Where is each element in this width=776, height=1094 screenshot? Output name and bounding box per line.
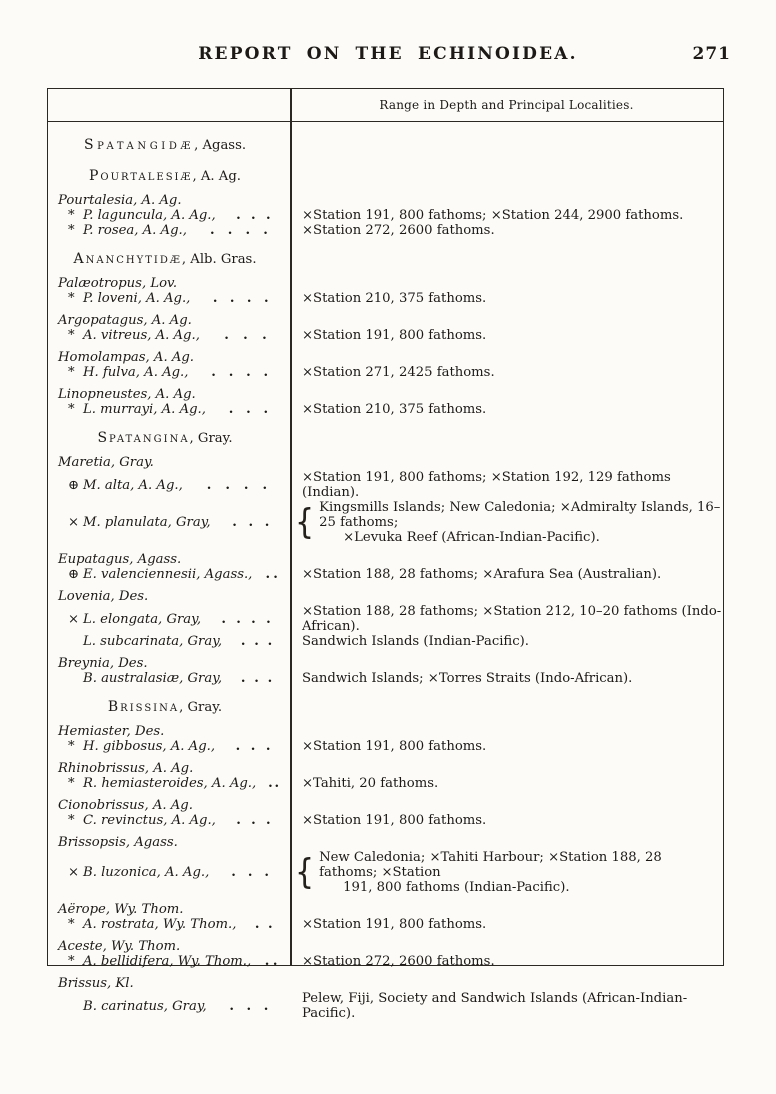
dot-leader bbox=[236, 917, 285, 932]
dot-leader bbox=[183, 478, 285, 493]
locality-text bbox=[302, 634, 723, 649]
species-symbol: * bbox=[68, 365, 75, 380]
table-row bbox=[48, 455, 723, 470]
species-cell bbox=[48, 365, 290, 380]
genus-cell bbox=[48, 276, 290, 291]
leader-dot: . bbox=[228, 402, 234, 417]
species-symbol: * bbox=[68, 739, 75, 754]
genus-cell bbox=[48, 589, 290, 604]
table-row bbox=[48, 976, 723, 991]
locality-text bbox=[302, 223, 723, 238]
leader-dot: . bbox=[224, 328, 229, 343]
dot-leader bbox=[200, 328, 285, 343]
locality-text bbox=[302, 291, 723, 306]
taxon-heading-authority: , A. Ag. bbox=[192, 169, 241, 184]
genus-name: Breynia, Des. bbox=[58, 656, 148, 671]
locality-line: ×Tahiti, 20 fathoms. bbox=[302, 776, 439, 791]
locality-text bbox=[302, 470, 723, 500]
genus-cell bbox=[48, 193, 290, 208]
leader-dot: . bbox=[274, 776, 280, 791]
table-row bbox=[48, 671, 723, 686]
table-row bbox=[48, 313, 723, 328]
taxon-heading-cell bbox=[48, 136, 290, 155]
genus-cell bbox=[48, 350, 290, 365]
genus-name: Eupatagus, Agass. bbox=[58, 552, 182, 567]
dot-leader bbox=[187, 223, 285, 238]
leader-dot: . bbox=[264, 865, 270, 880]
locality-text bbox=[319, 850, 723, 895]
locality-cell bbox=[290, 223, 723, 238]
locality-line: 191, 800 fathoms (Indian-Pacific). bbox=[343, 880, 570, 895]
genus-name: Cionobrissus, A. Ag. bbox=[58, 798, 193, 813]
table-row bbox=[48, 835, 723, 850]
species-name: B. luzonica, A. Ag., bbox=[83, 865, 210, 880]
table-row bbox=[48, 136, 723, 155]
leader-dot: . bbox=[212, 291, 218, 306]
dot-leader bbox=[251, 954, 285, 969]
locality-cell bbox=[290, 402, 723, 417]
species-cell bbox=[48, 402, 290, 417]
species-name: L. subcarinata, Gray, bbox=[83, 634, 223, 649]
leader-dot: . bbox=[262, 477, 268, 493]
species-cell bbox=[48, 478, 290, 493]
species-name: P. loveni, A. Ag., bbox=[83, 291, 191, 306]
table-row bbox=[48, 167, 723, 186]
leader-dot: . bbox=[221, 611, 226, 627]
locality-line: ×Station 191, 800 fathoms. bbox=[302, 739, 487, 754]
locality-text bbox=[302, 671, 723, 686]
scanned-page bbox=[0, 44, 776, 1021]
dot-leader bbox=[256, 776, 285, 791]
species-name: B. carinatus, Gray, bbox=[83, 998, 207, 1014]
table-row bbox=[48, 402, 723, 417]
taxon-heading-cell bbox=[48, 698, 290, 717]
species-name: H. fulva, A. Ag., bbox=[83, 365, 189, 380]
locality-line: ×Levuka Reef (African-Indian-Pacific). bbox=[343, 530, 600, 545]
leader-dot: . bbox=[246, 365, 251, 380]
table-row bbox=[48, 850, 723, 895]
taxon-heading-authority: , Agass. bbox=[194, 138, 247, 153]
species-cell bbox=[48, 567, 290, 582]
genus-name: Lovenia, Des. bbox=[58, 589, 149, 604]
leader-dot: . bbox=[211, 365, 216, 380]
leader-dot: . bbox=[250, 739, 256, 754]
dot-leader bbox=[222, 671, 285, 686]
locality-cell bbox=[290, 850, 723, 895]
species-cell bbox=[48, 223, 290, 238]
species-symbol: * bbox=[68, 223, 75, 238]
taxon-heading-name: Ananchytidæ bbox=[73, 251, 182, 267]
leader-dot: . bbox=[236, 208, 241, 223]
locality-text bbox=[302, 328, 723, 343]
taxon-heading-name: Spatangina bbox=[97, 430, 190, 446]
leader-dot: . bbox=[229, 291, 235, 306]
leader-dot: . bbox=[267, 634, 273, 649]
locality-line: ×Station 191, 800 fathoms. bbox=[302, 917, 487, 932]
leader-dot: . bbox=[267, 671, 273, 686]
leader-dot: . bbox=[266, 208, 271, 223]
locality-line: ×Station 210, 375 fathoms. bbox=[302, 291, 487, 306]
genus-name: Maretia, Gray. bbox=[58, 455, 154, 470]
locality-cell bbox=[290, 634, 723, 649]
table-row bbox=[48, 470, 723, 500]
leader-dot: . bbox=[240, 634, 246, 649]
locality-cell bbox=[290, 567, 723, 582]
taxon-heading-name: Spatangidæ bbox=[83, 137, 195, 153]
species-name: C. revinctus, A. Ag., bbox=[83, 813, 216, 828]
genus-cell bbox=[48, 724, 290, 739]
species-name: B. australasiæ, Gray, bbox=[83, 671, 223, 686]
table-row bbox=[48, 291, 723, 306]
locality-cell bbox=[290, 991, 723, 1021]
locality-cell bbox=[290, 739, 723, 754]
locality-text bbox=[302, 991, 723, 1021]
species-name: R. hemiasteroides, A. Ag., bbox=[83, 776, 257, 791]
locality-line: ×Station 191, 800 fathoms; ×Station 192, 129 fathoms (Indian). bbox=[302, 470, 671, 500]
species-cell bbox=[48, 739, 290, 754]
dot-leader bbox=[201, 612, 285, 627]
locality-text bbox=[302, 402, 723, 417]
species-cell bbox=[48, 865, 290, 880]
table-row bbox=[48, 813, 723, 828]
species-cell bbox=[48, 328, 290, 343]
species-cell bbox=[48, 999, 290, 1014]
species-cell bbox=[48, 515, 290, 530]
locality-line: ×Station 272, 2600 fathoms. bbox=[302, 223, 495, 238]
locality-cell bbox=[290, 776, 723, 791]
dot-leader bbox=[222, 634, 285, 649]
leader-dot: . bbox=[267, 917, 273, 932]
species-symbol: * bbox=[68, 917, 75, 932]
dot-leader bbox=[190, 291, 285, 306]
dot-leader bbox=[215, 739, 285, 754]
table-row bbox=[48, 328, 723, 343]
leader-dot: . bbox=[264, 515, 270, 530]
table-row bbox=[48, 724, 723, 739]
table-row bbox=[48, 656, 723, 671]
leader-dot: . bbox=[254, 917, 260, 932]
genus-name: Hemiaster, Des. bbox=[58, 724, 165, 739]
leader-dot: . bbox=[240, 671, 246, 686]
leader-dot: . bbox=[247, 865, 253, 880]
locality-text bbox=[302, 776, 723, 791]
leader-dot: . bbox=[251, 813, 256, 828]
species-cell bbox=[48, 634, 290, 649]
species-symbol: × bbox=[68, 865, 80, 880]
leader-dot: . bbox=[263, 223, 268, 238]
leader-dot: . bbox=[251, 611, 256, 627]
locality-cell bbox=[290, 954, 723, 969]
leader-dot: . bbox=[243, 477, 249, 493]
leader-dot: . bbox=[246, 291, 252, 306]
locality-line: ×Station 191, 800 fathoms; ×Station 244, 2900 fathoms. bbox=[302, 208, 684, 223]
locality-cell bbox=[290, 500, 723, 545]
dot-leader bbox=[207, 999, 285, 1014]
species-symbol: * bbox=[68, 402, 75, 417]
locality-cell bbox=[290, 208, 723, 223]
locality-cell bbox=[290, 328, 723, 343]
table-row bbox=[48, 429, 723, 448]
species-cell bbox=[48, 612, 290, 627]
locality-text bbox=[319, 500, 723, 545]
table-row bbox=[48, 698, 723, 717]
locality-cell bbox=[290, 470, 723, 500]
genus-cell bbox=[48, 798, 290, 813]
species-symbol: * bbox=[68, 954, 75, 969]
genus-cell bbox=[48, 761, 290, 776]
species-name: M. planulata, Gray, bbox=[83, 515, 211, 530]
leader-dot: . bbox=[225, 477, 230, 493]
species-symbol: * bbox=[68, 291, 75, 306]
leader-dot: . bbox=[273, 567, 278, 582]
locality-cell bbox=[290, 604, 723, 634]
species-cell bbox=[48, 813, 290, 828]
table-header-locality-label: Range in Depth and Principal Localities. bbox=[379, 98, 634, 112]
locality-text bbox=[302, 739, 723, 754]
leader-dot: . bbox=[266, 813, 271, 828]
table-row bbox=[48, 776, 723, 791]
locality-text bbox=[302, 567, 723, 582]
table-header-empty-cell bbox=[48, 89, 290, 121]
dot-leader bbox=[209, 865, 285, 880]
table-row bbox=[48, 223, 723, 238]
species-name: E. valenciennesii, Agass., bbox=[83, 567, 253, 582]
table-row bbox=[48, 193, 723, 208]
leader-dot: . bbox=[246, 998, 252, 1014]
genus-name: Aceste, Wy. Thom. bbox=[58, 939, 181, 954]
dot-leader bbox=[211, 515, 285, 530]
dot-leader bbox=[216, 813, 285, 828]
table-row bbox=[48, 939, 723, 954]
dot-leader bbox=[206, 402, 285, 417]
species-name: L. elongata, Gray, bbox=[83, 611, 202, 627]
table-row bbox=[48, 276, 723, 291]
locality-cell bbox=[290, 671, 723, 686]
genus-cell bbox=[48, 976, 290, 991]
species-name: A. rostrata, Wy. Thom., bbox=[83, 917, 237, 932]
species-symbol: × bbox=[68, 515, 80, 530]
species-symbol: * bbox=[68, 813, 75, 828]
genus-cell bbox=[48, 656, 290, 671]
locality-line: Sandwich Islands (Indian-Pacific). bbox=[302, 634, 529, 649]
taxon-heading-cell bbox=[48, 250, 290, 269]
taxon-heading-name: Pourtalesiæ bbox=[89, 168, 193, 184]
genus-cell bbox=[48, 387, 290, 402]
table-row bbox=[48, 567, 723, 582]
locality-line: ×Station 271, 2425 fathoms. bbox=[302, 365, 495, 380]
species-name: P. laguncula, A. Ag., bbox=[83, 208, 216, 223]
leader-dot: . bbox=[248, 515, 254, 530]
taxon-heading-authority: , Alb. Gras. bbox=[181, 252, 257, 267]
table-row bbox=[48, 739, 723, 754]
leader-dot: . bbox=[251, 208, 256, 223]
species-symbol: * bbox=[68, 776, 75, 791]
leader-dot: . bbox=[263, 998, 269, 1014]
genus-name: Aërope, Wy. Thom. bbox=[58, 902, 184, 917]
genus-cell bbox=[48, 902, 290, 917]
locality-cell bbox=[290, 291, 723, 306]
taxon-heading-cell bbox=[48, 167, 290, 186]
species-symbol: ⊕ bbox=[68, 477, 80, 493]
table-row bbox=[48, 761, 723, 776]
species-cell bbox=[48, 776, 290, 791]
species-symbol: × bbox=[68, 611, 80, 627]
genus-cell bbox=[48, 939, 290, 954]
table-row bbox=[48, 350, 723, 365]
table-row bbox=[48, 902, 723, 917]
table-row bbox=[48, 954, 723, 969]
locality-cell bbox=[290, 813, 723, 828]
table-row bbox=[48, 365, 723, 380]
leader-dot: . bbox=[229, 998, 234, 1014]
taxon-heading-authority: , Gray. bbox=[179, 700, 223, 715]
species-name: H. gibbosus, A. Ag., bbox=[83, 739, 216, 754]
table-row bbox=[48, 634, 723, 649]
table-row bbox=[48, 387, 723, 402]
dot-leader bbox=[216, 208, 285, 223]
table-row bbox=[48, 500, 723, 545]
leader-dot: . bbox=[264, 954, 270, 969]
table-row bbox=[48, 604, 723, 634]
dot-leader bbox=[252, 567, 285, 582]
leader-dot: . bbox=[210, 223, 215, 238]
genus-name: Palæotropus, Lov. bbox=[58, 276, 178, 291]
species-symbol: * bbox=[68, 328, 75, 343]
leader-dot: . bbox=[265, 567, 271, 582]
leader-dot: . bbox=[227, 223, 233, 238]
genus-name: Pourtalesia, A. Ag. bbox=[58, 193, 182, 208]
page-number: 271 bbox=[692, 44, 731, 64]
page-header bbox=[0, 44, 776, 66]
table-row bbox=[48, 589, 723, 604]
genus-name: Rhinobrissus, A. Ag. bbox=[58, 761, 194, 776]
genus-name: Homolampas, A. Ag. bbox=[58, 350, 194, 365]
locality-line: Kingsmills Islands; New Caledonia; ×Admiralty Islands, 16–25 fathoms; bbox=[319, 500, 721, 530]
locality-line: Sandwich Islands; ×Torres Straits (Indo-African). bbox=[302, 671, 633, 686]
locality-cell bbox=[290, 917, 723, 932]
taxon-heading-name: Brissina bbox=[107, 699, 180, 715]
genus-name: Brissus, Kl. bbox=[58, 976, 134, 991]
leader-dot: . bbox=[272, 954, 278, 969]
genus-name: Linopneustes, A. Ag. bbox=[58, 387, 196, 402]
locality-text bbox=[302, 365, 723, 380]
locality-line: ×Station 272, 2600 fathoms. bbox=[302, 954, 495, 969]
species-cell bbox=[48, 208, 290, 223]
leader-dot: . bbox=[246, 402, 251, 417]
leader-dot: . bbox=[245, 223, 251, 238]
genus-cell bbox=[48, 313, 290, 328]
species-name: M. alta, A. Ag., bbox=[83, 477, 183, 493]
left-brace: { bbox=[295, 501, 315, 543]
species-symbol: * bbox=[68, 208, 75, 223]
leader-dot: . bbox=[263, 402, 269, 417]
locality-text bbox=[302, 208, 723, 223]
locality-text bbox=[302, 954, 723, 969]
leader-dot: . bbox=[265, 739, 271, 754]
leader-dot: . bbox=[235, 739, 241, 754]
running-title: REPORT ON THE ECHINOIDEA. bbox=[198, 44, 578, 64]
leader-dot: . bbox=[263, 365, 269, 380]
genus-cell bbox=[48, 552, 290, 567]
locality-cell bbox=[290, 365, 723, 380]
locality-line: ×Station 188, 28 fathoms; ×Station 212, 10–20 fathoms (Indo-African). bbox=[302, 604, 722, 634]
locality-text bbox=[302, 604, 723, 634]
taxon-heading-authority: , Gray. bbox=[189, 431, 233, 446]
species-cell bbox=[48, 671, 290, 686]
leader-dot: . bbox=[232, 515, 237, 530]
genus-cell bbox=[48, 455, 290, 470]
locality-line: ×Station 188, 28 fathoms; ×Arafura Sea (Australian). bbox=[302, 567, 662, 582]
species-name: P. rosea, A. Ag., bbox=[83, 223, 187, 238]
species-name: A. bellidifera, Wy. Thom., bbox=[83, 954, 252, 969]
locality-line: ×Station 191, 800 fathoms. bbox=[302, 328, 487, 343]
locality-text bbox=[302, 813, 723, 828]
species-symbol: ⊕ bbox=[68, 567, 80, 582]
locality-line: ×Station 191, 800 fathoms. bbox=[302, 813, 487, 828]
table-rows bbox=[48, 122, 723, 1021]
genus-cell bbox=[48, 835, 290, 850]
leader-dot: . bbox=[266, 611, 271, 627]
leader-dot: . bbox=[236, 813, 241, 828]
table-row bbox=[48, 798, 723, 813]
leader-dot: . bbox=[231, 865, 236, 880]
left-brace: { bbox=[295, 851, 315, 893]
table-row bbox=[48, 250, 723, 269]
genus-name: Brissopsis, Agass. bbox=[58, 835, 178, 850]
locality-line: Pelew, Fiji, Society and Sandwich Islands (African-Indian-Pacific). bbox=[302, 991, 688, 1021]
taxon-heading-cell bbox=[48, 429, 290, 448]
locality-line: ×Station 210, 375 fathoms. bbox=[302, 402, 487, 417]
leader-dot: . bbox=[263, 291, 269, 306]
leader-dot: . bbox=[254, 671, 259, 686]
range-depth-table bbox=[47, 88, 724, 1021]
leader-dot: . bbox=[228, 365, 234, 380]
locality-line: New Caledonia; ×Tahiti Harbour; ×Station 188, 28 fathoms; ×Station bbox=[319, 850, 662, 880]
species-name: A. vitreus, A. Ag., bbox=[83, 328, 200, 343]
locality-text bbox=[302, 917, 723, 932]
species-name: L. murrayi, A. Ag., bbox=[83, 402, 206, 417]
leader-dot: . bbox=[254, 634, 259, 649]
leader-dot: . bbox=[262, 328, 267, 343]
leader-dot: . bbox=[206, 477, 212, 493]
genus-name: Argopatagus, A. Ag. bbox=[58, 313, 192, 328]
dot-leader bbox=[188, 365, 285, 380]
table-row bbox=[48, 917, 723, 932]
table-header-row bbox=[48, 89, 723, 122]
table-row bbox=[48, 991, 723, 1021]
species-cell bbox=[48, 917, 290, 932]
leader-dot: . bbox=[268, 776, 273, 791]
leader-dot: . bbox=[243, 328, 248, 343]
table-row bbox=[48, 208, 723, 223]
species-cell bbox=[48, 291, 290, 306]
species-cell bbox=[48, 954, 290, 969]
table-row bbox=[48, 552, 723, 567]
leader-dot: . bbox=[236, 611, 241, 627]
